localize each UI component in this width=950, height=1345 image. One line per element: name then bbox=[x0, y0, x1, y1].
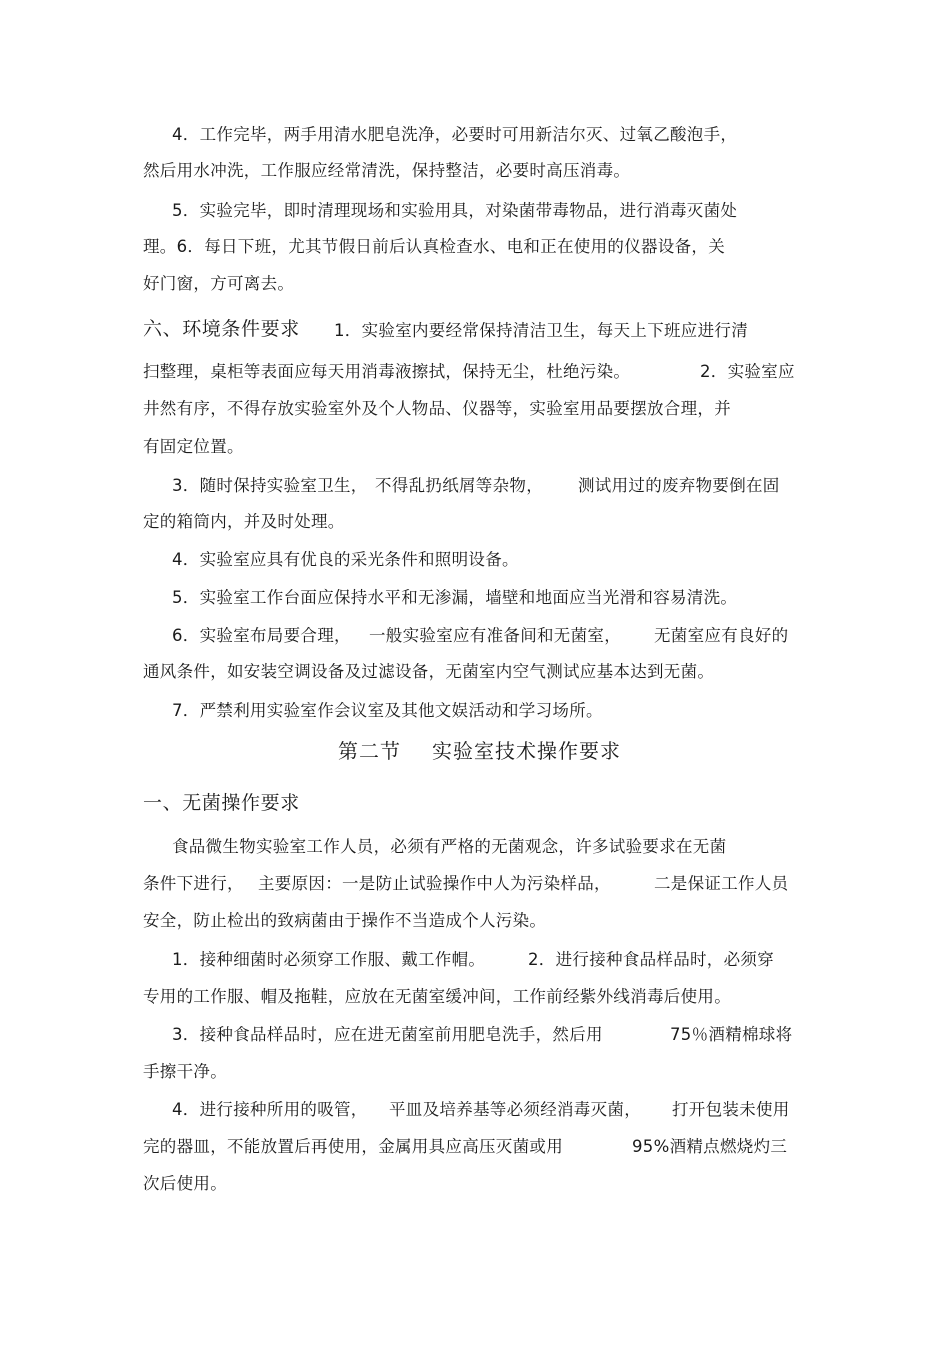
paragraph-line: 主要原因：一是防止试验操作中人为污染样品， bbox=[258, 874, 611, 893]
paragraph-line: 75％酒精棉球将 bbox=[670, 1025, 793, 1044]
paragraph-line: 1．接种细菌时必须穿工作服、戴工作帽。 bbox=[172, 950, 486, 969]
paragraph-line: 无菌室应有良好的 bbox=[654, 626, 789, 645]
paragraph-line: 通风条件，如安装空调设备及过滤设备，无菌室内空气测试应基本达到无菌。 bbox=[143, 662, 715, 681]
paragraph-line: 4．实验室应具有优良的采光条件和照明设备。 bbox=[172, 550, 519, 569]
section-title-number: 第二节 bbox=[338, 739, 401, 763]
paragraph-line: 然后用水冲洗，工作服应经常清洗，保持整洁，必要时高压消毒。 bbox=[143, 161, 631, 180]
subsection-heading: 一、无菌操作要求 bbox=[143, 792, 300, 814]
paragraph-line: 5．实验室工作台面应保持水平和无渗漏，墙壁和地面应当光滑和容易清洗。 bbox=[172, 588, 738, 607]
paragraph-line: 6．实验室布局要合理， bbox=[172, 626, 351, 645]
paragraph-line: 2．实验室应 bbox=[700, 362, 795, 381]
paragraph-line: 4．进行接种所用的吸管， bbox=[172, 1100, 368, 1119]
paragraph-line: 3．随时保持实验室卫生， bbox=[172, 476, 368, 495]
paragraph-line: 3．接种食品样品时，应在进无菌室前用肥皂洗手，然后用 bbox=[172, 1025, 603, 1044]
paragraph-line: 5．实验完毕，即时清理现场和实验用具，对染菌带毒物品，进行消毒灭菌处 bbox=[172, 201, 738, 220]
paragraph-line: 次后使用。 bbox=[143, 1174, 227, 1193]
paragraph-line: 测试用过的废弃物要倒在固 bbox=[578, 476, 780, 495]
paragraph-line: 专用的工作服、帽及拖鞋，应放在无菌室缓冲间，工作前经紫外线消毒后使用。 bbox=[143, 987, 731, 1006]
paragraph-line: 打开包装未使用 bbox=[672, 1100, 790, 1119]
paragraph-line: 平皿及培养基等必须经消毒灭菌， bbox=[389, 1100, 641, 1119]
paragraph-line: 完的器皿，不能放置后再使用，金属用具应高压灭菌或用 bbox=[143, 1137, 563, 1156]
paragraph-line: 4．工作完毕，两手用清水肥皂洗净，必要时可用新洁尔灭、过氧乙酸泡手， bbox=[172, 125, 738, 144]
paragraph-line: 理。6．每日下班，尤其节假日前后认真检查水、电和正在使用的仪器设备，关 bbox=[143, 237, 725, 256]
paragraph-line: 二是保证工作人员 bbox=[654, 874, 789, 893]
paragraph-line: 食品微生物实验室工作人员，必须有严格的无菌观念，许多试验要求在无菌 bbox=[172, 837, 727, 856]
paragraph-line: 一般实验室应有准备间和无菌室， bbox=[369, 626, 621, 645]
paragraph-line: 扫整理，桌柜等表面应每天用消毒液擦拭，保持无尘，杜绝污染。 bbox=[143, 362, 631, 381]
paragraph-line: 手擦干净。 bbox=[143, 1062, 227, 1081]
paragraph-line: 有固定位置。 bbox=[143, 437, 244, 456]
paragraph-line: 95%酒精点燃烧灼三 bbox=[632, 1137, 788, 1156]
paragraph-line: 不得乱扔纸屑等杂物， bbox=[375, 476, 543, 495]
paragraph-line: 7．严禁利用实验室作会议室及其他文娱活动和学习场所。 bbox=[172, 701, 603, 720]
paragraph-line: 定的箱筒内，并及时处理。 bbox=[143, 512, 345, 531]
paragraph-line: 条件下进行， bbox=[143, 874, 244, 893]
paragraph-line: 2．进行接种食品样品时，必须穿 bbox=[528, 950, 774, 969]
section-title: 实验室技术操作要求 bbox=[432, 739, 621, 763]
paragraph-line: 1．实验室内要经常保持清洁卫生，每天上下班应进行清 bbox=[334, 321, 748, 340]
paragraph-line: 好门窗，方可离去。 bbox=[143, 274, 295, 293]
paragraph-line: 井然有序，不得存放实验室外及个人物品、仪器等，实验室用品要摆放合理，并 bbox=[143, 399, 731, 418]
paragraph-line: 安全，防止检出的致病菌由于操作不当造成个人污染。 bbox=[143, 911, 547, 930]
section-heading: 六、环境条件要求 bbox=[143, 318, 300, 340]
